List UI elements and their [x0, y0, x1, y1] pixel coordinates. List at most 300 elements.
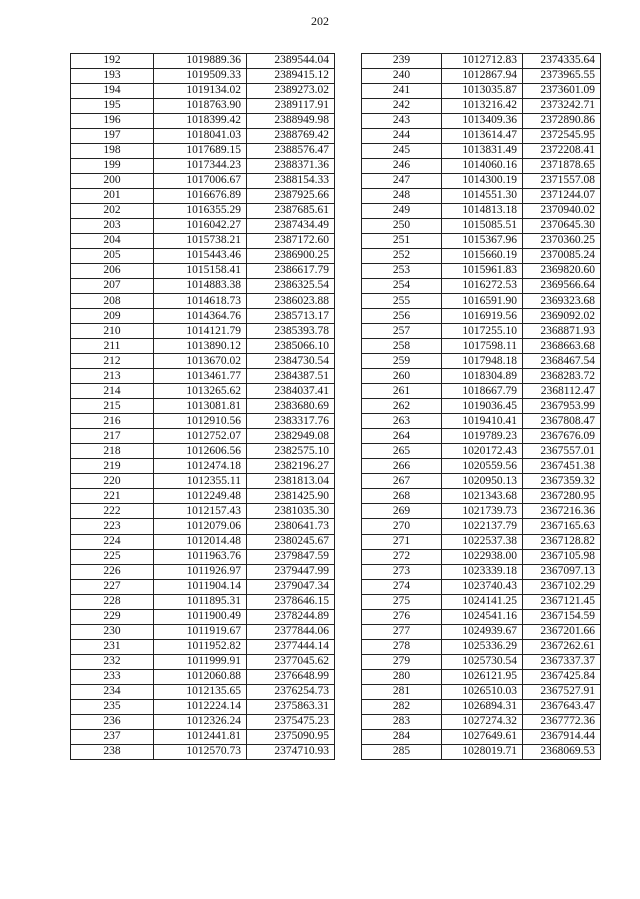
table-row	[71, 444, 335, 459]
y-coordinate-cell: 2388576.47	[247, 144, 335, 159]
y-coordinate-cell: 2388154.33	[247, 174, 335, 189]
point-number-cell: 281	[362, 684, 442, 699]
point-number-cell: 253	[362, 264, 442, 279]
x-coordinate-cell: 1012060.88	[154, 669, 247, 684]
table-row	[71, 519, 335, 534]
table-row	[71, 84, 335, 99]
table-row	[71, 309, 335, 324]
point-number-cell: 246	[362, 159, 442, 174]
y-coordinate-cell: 2388949.98	[247, 114, 335, 129]
table-row	[71, 99, 335, 114]
y-coordinate-cell: 2370360.25	[523, 234, 601, 249]
point-number-cell: 232	[71, 654, 154, 669]
point-number-cell: 282	[362, 699, 442, 714]
table-row	[71, 534, 335, 549]
table-row	[362, 579, 601, 594]
table-row	[362, 204, 601, 219]
x-coordinate-cell: 1017006.67	[154, 174, 247, 189]
x-coordinate-cell: 1027649.61	[442, 729, 523, 744]
y-coordinate-cell: 2380245.67	[247, 534, 335, 549]
y-coordinate-cell: 2389544.04	[247, 54, 335, 69]
table-row	[362, 624, 601, 639]
table-row	[71, 429, 335, 444]
x-coordinate-cell: 1025730.54	[442, 654, 523, 669]
point-number-cell: 275	[362, 594, 442, 609]
point-number-cell: 261	[362, 384, 442, 399]
point-number-cell: 214	[71, 384, 154, 399]
y-coordinate-cell: 2374710.93	[247, 744, 335, 759]
x-coordinate-cell: 1013831.49	[442, 144, 523, 159]
x-coordinate-cell: 1016042.27	[154, 219, 247, 234]
table-row	[362, 159, 601, 174]
point-number-cell: 258	[362, 339, 442, 354]
point-number-cell: 237	[71, 729, 154, 744]
point-number-cell: 211	[71, 339, 154, 354]
x-coordinate-cell: 1011900.49	[154, 609, 247, 624]
y-coordinate-cell: 2386900.25	[247, 249, 335, 264]
y-coordinate-cell: 2373965.55	[523, 69, 601, 84]
x-coordinate-cell: 1012355.11	[154, 474, 247, 489]
y-coordinate-cell: 2367105.98	[523, 549, 601, 564]
point-number-cell: 213	[71, 369, 154, 384]
x-coordinate-cell: 1018763.90	[154, 99, 247, 114]
point-number-cell: 267	[362, 474, 442, 489]
x-coordinate-cell: 1012135.65	[154, 684, 247, 699]
point-number-cell: 269	[362, 504, 442, 519]
x-coordinate-cell: 1012606.56	[154, 444, 247, 459]
table-row	[362, 534, 601, 549]
x-coordinate-cell: 1016272.53	[442, 279, 523, 294]
table-row	[362, 114, 601, 129]
table-row	[71, 174, 335, 189]
x-coordinate-cell: 1014060.16	[442, 159, 523, 174]
table-row	[362, 324, 601, 339]
table-row	[71, 189, 335, 204]
y-coordinate-cell: 2377045.62	[247, 654, 335, 669]
y-coordinate-cell: 2368871.93	[523, 324, 601, 339]
y-coordinate-cell: 2385393.78	[247, 324, 335, 339]
table-row	[362, 414, 601, 429]
point-number-cell: 203	[71, 219, 154, 234]
point-number-cell: 212	[71, 354, 154, 369]
x-coordinate-cell: 1017689.15	[154, 144, 247, 159]
y-coordinate-cell: 2377444.14	[247, 639, 335, 654]
table-row	[362, 519, 601, 534]
y-coordinate-cell: 2379847.59	[247, 549, 335, 564]
x-coordinate-cell: 1013670.02	[154, 354, 247, 369]
table-row	[362, 699, 601, 714]
x-coordinate-cell: 1014121.79	[154, 324, 247, 339]
x-coordinate-cell: 1014618.73	[154, 294, 247, 309]
point-number-cell: 197	[71, 129, 154, 144]
y-coordinate-cell: 2367097.13	[523, 564, 601, 579]
point-number-cell: 283	[362, 714, 442, 729]
table-row	[71, 624, 335, 639]
table-row	[362, 294, 601, 309]
table-row	[362, 729, 601, 744]
x-coordinate-cell: 1012014.48	[154, 534, 247, 549]
x-coordinate-cell: 1020172.43	[442, 444, 523, 459]
point-number-cell: 219	[71, 459, 154, 474]
x-coordinate-cell: 1011895.31	[154, 594, 247, 609]
x-coordinate-cell: 1025336.29	[442, 639, 523, 654]
point-number-cell: 265	[362, 444, 442, 459]
point-number-cell: 221	[71, 489, 154, 504]
x-coordinate-cell: 1012249.48	[154, 489, 247, 504]
point-number-cell: 252	[362, 249, 442, 264]
point-number-cell: 220	[71, 474, 154, 489]
y-coordinate-cell: 2367425.84	[523, 669, 601, 684]
x-coordinate-cell: 1026510.03	[442, 684, 523, 699]
table-row	[362, 504, 601, 519]
point-number-cell: 199	[71, 159, 154, 174]
table-row	[362, 129, 601, 144]
point-number-cell: 223	[71, 519, 154, 534]
coordinates-table-left-body	[71, 54, 335, 760]
point-number-cell: 285	[362, 744, 442, 759]
table-row	[362, 429, 601, 444]
point-number-cell: 198	[71, 144, 154, 159]
table-row	[362, 609, 601, 624]
y-coordinate-cell: 2368069.53	[523, 744, 601, 759]
y-coordinate-cell: 2388769.42	[247, 129, 335, 144]
x-coordinate-cell: 1014551.30	[442, 189, 523, 204]
x-coordinate-cell: 1015158.41	[154, 264, 247, 279]
table-row	[71, 294, 335, 309]
point-number-cell: 251	[362, 234, 442, 249]
x-coordinate-cell: 1023740.43	[442, 579, 523, 594]
x-coordinate-cell: 1012752.07	[154, 429, 247, 444]
point-number-cell: 228	[71, 594, 154, 609]
y-coordinate-cell: 2379447.99	[247, 564, 335, 579]
x-coordinate-cell: 1015738.21	[154, 234, 247, 249]
point-number-cell: 229	[71, 609, 154, 624]
table-row	[362, 99, 601, 114]
x-coordinate-cell: 1013081.81	[154, 399, 247, 414]
x-coordinate-cell: 1015367.96	[442, 234, 523, 249]
y-coordinate-cell: 2384387.51	[247, 369, 335, 384]
y-coordinate-cell: 2373242.71	[523, 99, 601, 114]
table-row	[362, 369, 601, 384]
table-row	[71, 399, 335, 414]
y-coordinate-cell: 2388371.36	[247, 159, 335, 174]
table-row	[71, 54, 335, 69]
x-coordinate-cell: 1026894.31	[442, 699, 523, 714]
y-coordinate-cell: 2367216.36	[523, 504, 601, 519]
point-number-cell: 217	[71, 429, 154, 444]
point-number-cell: 208	[71, 294, 154, 309]
y-coordinate-cell: 2368467.54	[523, 354, 601, 369]
point-number-cell: 200	[71, 174, 154, 189]
y-coordinate-cell: 2367102.29	[523, 579, 601, 594]
x-coordinate-cell: 1012441.81	[154, 729, 247, 744]
point-number-cell: 195	[71, 99, 154, 114]
point-number-cell: 250	[362, 219, 442, 234]
point-number-cell: 238	[71, 744, 154, 759]
y-coordinate-cell: 2385066.10	[247, 339, 335, 354]
point-number-cell: 224	[71, 534, 154, 549]
point-number-cell: 209	[71, 309, 154, 324]
table-row	[362, 744, 601, 759]
y-coordinate-cell: 2384037.41	[247, 384, 335, 399]
x-coordinate-cell: 1018399.42	[154, 114, 247, 129]
table-row	[71, 474, 335, 489]
point-number-cell: 266	[362, 459, 442, 474]
y-coordinate-cell: 2369323.68	[523, 294, 601, 309]
point-number-cell: 260	[362, 369, 442, 384]
x-coordinate-cell: 1016355.29	[154, 204, 247, 219]
y-coordinate-cell: 2367165.63	[523, 519, 601, 534]
table-row	[71, 594, 335, 609]
x-coordinate-cell: 1012570.73	[154, 744, 247, 759]
table-row	[71, 324, 335, 339]
y-coordinate-cell: 2379047.34	[247, 579, 335, 594]
y-coordinate-cell: 2367808.47	[523, 414, 601, 429]
table-row	[71, 669, 335, 684]
x-coordinate-cell: 1019036.45	[442, 399, 523, 414]
x-coordinate-cell: 1014364.76	[154, 309, 247, 324]
table-row	[362, 174, 601, 189]
y-coordinate-cell: 2386617.79	[247, 264, 335, 279]
x-coordinate-cell: 1017598.11	[442, 339, 523, 354]
point-number-cell: 284	[362, 729, 442, 744]
table-row	[71, 114, 335, 129]
x-coordinate-cell: 1012224.14	[154, 699, 247, 714]
y-coordinate-cell: 2378646.15	[247, 594, 335, 609]
point-number-cell: 236	[71, 714, 154, 729]
x-coordinate-cell: 1017948.18	[442, 354, 523, 369]
table-row	[71, 249, 335, 264]
table-row	[71, 744, 335, 759]
table-row	[71, 564, 335, 579]
point-number-cell: 233	[71, 669, 154, 684]
table-row	[71, 369, 335, 384]
x-coordinate-cell: 1013461.77	[154, 369, 247, 384]
coordinates-table-right	[361, 53, 601, 760]
y-coordinate-cell: 2373601.09	[523, 84, 601, 99]
y-coordinate-cell: 2387685.61	[247, 204, 335, 219]
y-coordinate-cell: 2383317.76	[247, 414, 335, 429]
point-number-cell: 278	[362, 639, 442, 654]
point-number-cell: 225	[71, 549, 154, 564]
y-coordinate-cell: 2385713.17	[247, 309, 335, 324]
point-number-cell: 235	[71, 699, 154, 714]
point-number-cell: 194	[71, 84, 154, 99]
x-coordinate-cell: 1019889.36	[154, 54, 247, 69]
point-number-cell: 259	[362, 354, 442, 369]
table-row	[362, 189, 601, 204]
y-coordinate-cell: 2381425.90	[247, 489, 335, 504]
y-coordinate-cell: 2389415.12	[247, 69, 335, 84]
table-row	[362, 564, 601, 579]
y-coordinate-cell: 2375475.23	[247, 714, 335, 729]
x-coordinate-cell: 1012157.43	[154, 504, 247, 519]
y-coordinate-cell: 2367914.44	[523, 729, 601, 744]
point-number-cell: 280	[362, 669, 442, 684]
table-row	[362, 384, 601, 399]
y-coordinate-cell: 2371878.65	[523, 159, 601, 174]
table-row	[71, 639, 335, 654]
x-coordinate-cell: 1013035.87	[442, 84, 523, 99]
point-number-cell: 247	[362, 174, 442, 189]
y-coordinate-cell: 2377844.06	[247, 624, 335, 639]
x-coordinate-cell: 1024939.67	[442, 624, 523, 639]
x-coordinate-cell: 1015443.46	[154, 249, 247, 264]
point-number-cell: 205	[71, 249, 154, 264]
y-coordinate-cell: 2367154.59	[523, 609, 601, 624]
table-row	[71, 654, 335, 669]
table-row	[362, 144, 601, 159]
x-coordinate-cell: 1013890.12	[154, 339, 247, 354]
x-coordinate-cell: 1016919.56	[442, 309, 523, 324]
table-row	[362, 594, 601, 609]
table-row	[71, 459, 335, 474]
coordinates-table-left	[70, 53, 335, 760]
point-number-cell: 268	[362, 489, 442, 504]
x-coordinate-cell: 1022938.00	[442, 549, 523, 564]
point-number-cell: 256	[362, 309, 442, 324]
table-row	[71, 354, 335, 369]
table-row	[362, 234, 601, 249]
x-coordinate-cell: 1018041.03	[154, 129, 247, 144]
point-number-cell: 255	[362, 294, 442, 309]
x-coordinate-cell: 1019410.41	[442, 414, 523, 429]
table-row	[362, 474, 601, 489]
point-number-cell: 274	[362, 579, 442, 594]
y-coordinate-cell: 2376648.99	[247, 669, 335, 684]
y-coordinate-cell: 2367337.37	[523, 654, 601, 669]
table-row	[362, 684, 601, 699]
point-number-cell: 207	[71, 279, 154, 294]
page-number: 202	[311, 14, 329, 28]
y-coordinate-cell: 2387434.49	[247, 219, 335, 234]
x-coordinate-cell: 1023339.18	[442, 564, 523, 579]
y-coordinate-cell: 2367451.38	[523, 459, 601, 474]
table-row	[362, 399, 601, 414]
point-number-cell: 201	[71, 189, 154, 204]
y-coordinate-cell: 2367280.95	[523, 489, 601, 504]
y-coordinate-cell: 2367359.32	[523, 474, 601, 489]
table-row	[362, 639, 601, 654]
x-coordinate-cell: 1011999.91	[154, 654, 247, 669]
table-row	[71, 489, 335, 504]
x-coordinate-cell: 1022137.79	[442, 519, 523, 534]
table-row	[362, 84, 601, 99]
y-coordinate-cell: 2378244.89	[247, 609, 335, 624]
table-row	[362, 459, 601, 474]
table-row	[362, 549, 601, 564]
point-number-cell: 193	[71, 69, 154, 84]
table-row	[71, 279, 335, 294]
table-row	[362, 339, 601, 354]
y-coordinate-cell: 2382575.10	[247, 444, 335, 459]
table-row	[71, 159, 335, 174]
table-row	[362, 219, 601, 234]
table-row	[362, 69, 601, 84]
x-coordinate-cell: 1015085.51	[442, 219, 523, 234]
table-row	[362, 264, 601, 279]
y-coordinate-cell: 2369820.60	[523, 264, 601, 279]
x-coordinate-cell: 1011952.82	[154, 639, 247, 654]
y-coordinate-cell: 2371557.08	[523, 174, 601, 189]
table-row	[71, 234, 335, 249]
table-row	[362, 279, 601, 294]
y-coordinate-cell: 2367201.66	[523, 624, 601, 639]
y-coordinate-cell: 2370085.24	[523, 249, 601, 264]
point-number-cell: 227	[71, 579, 154, 594]
x-coordinate-cell: 1016676.89	[154, 189, 247, 204]
point-number-cell: 241	[362, 84, 442, 99]
x-coordinate-cell: 1017344.23	[154, 159, 247, 174]
x-coordinate-cell: 1018667.79	[442, 384, 523, 399]
point-number-cell: 276	[362, 609, 442, 624]
table-row	[71, 144, 335, 159]
x-coordinate-cell: 1026121.95	[442, 669, 523, 684]
y-coordinate-cell: 2386325.54	[247, 279, 335, 294]
y-coordinate-cell: 2380641.73	[247, 519, 335, 534]
y-coordinate-cell: 2389117.91	[247, 99, 335, 114]
y-coordinate-cell: 2369566.64	[523, 279, 601, 294]
table-row	[71, 549, 335, 564]
point-number-cell: 245	[362, 144, 442, 159]
table-row	[71, 579, 335, 594]
coordinates-table-right-body	[362, 54, 601, 760]
point-number-cell: 243	[362, 114, 442, 129]
point-number-cell: 239	[362, 54, 442, 69]
table-row	[362, 309, 601, 324]
y-coordinate-cell: 2383680.69	[247, 399, 335, 414]
x-coordinate-cell: 1012474.18	[154, 459, 247, 474]
point-number-cell: 279	[362, 654, 442, 669]
x-coordinate-cell: 1016591.90	[442, 294, 523, 309]
point-number-cell: 230	[71, 624, 154, 639]
y-coordinate-cell: 2375090.95	[247, 729, 335, 744]
point-number-cell: 202	[71, 204, 154, 219]
y-coordinate-cell: 2367128.82	[523, 534, 601, 549]
point-number-cell: 210	[71, 324, 154, 339]
table-row	[362, 354, 601, 369]
point-number-cell: 231	[71, 639, 154, 654]
point-number-cell: 234	[71, 684, 154, 699]
y-coordinate-cell: 2372545.95	[523, 129, 601, 144]
y-coordinate-cell: 2381035.30	[247, 504, 335, 519]
table-row	[71, 684, 335, 699]
x-coordinate-cell: 1019134.02	[154, 84, 247, 99]
y-coordinate-cell: 2367527.91	[523, 684, 601, 699]
y-coordinate-cell: 2370940.02	[523, 204, 601, 219]
x-coordinate-cell: 1012079.06	[154, 519, 247, 534]
table-row	[71, 384, 335, 399]
table-row	[71, 504, 335, 519]
point-number-cell: 215	[71, 399, 154, 414]
y-coordinate-cell: 2382949.08	[247, 429, 335, 444]
point-number-cell: 277	[362, 624, 442, 639]
point-number-cell: 272	[362, 549, 442, 564]
table-row	[362, 654, 601, 669]
table-row	[71, 699, 335, 714]
table-row	[362, 714, 601, 729]
y-coordinate-cell: 2367121.45	[523, 594, 601, 609]
y-coordinate-cell: 2367953.99	[523, 399, 601, 414]
point-number-cell: 242	[362, 99, 442, 114]
table-row	[71, 264, 335, 279]
x-coordinate-cell: 1014883.38	[154, 279, 247, 294]
table-row	[71, 129, 335, 144]
y-coordinate-cell: 2372890.86	[523, 114, 601, 129]
x-coordinate-cell: 1021343.68	[442, 489, 523, 504]
x-coordinate-cell: 1028019.71	[442, 744, 523, 759]
point-number-cell: 248	[362, 189, 442, 204]
